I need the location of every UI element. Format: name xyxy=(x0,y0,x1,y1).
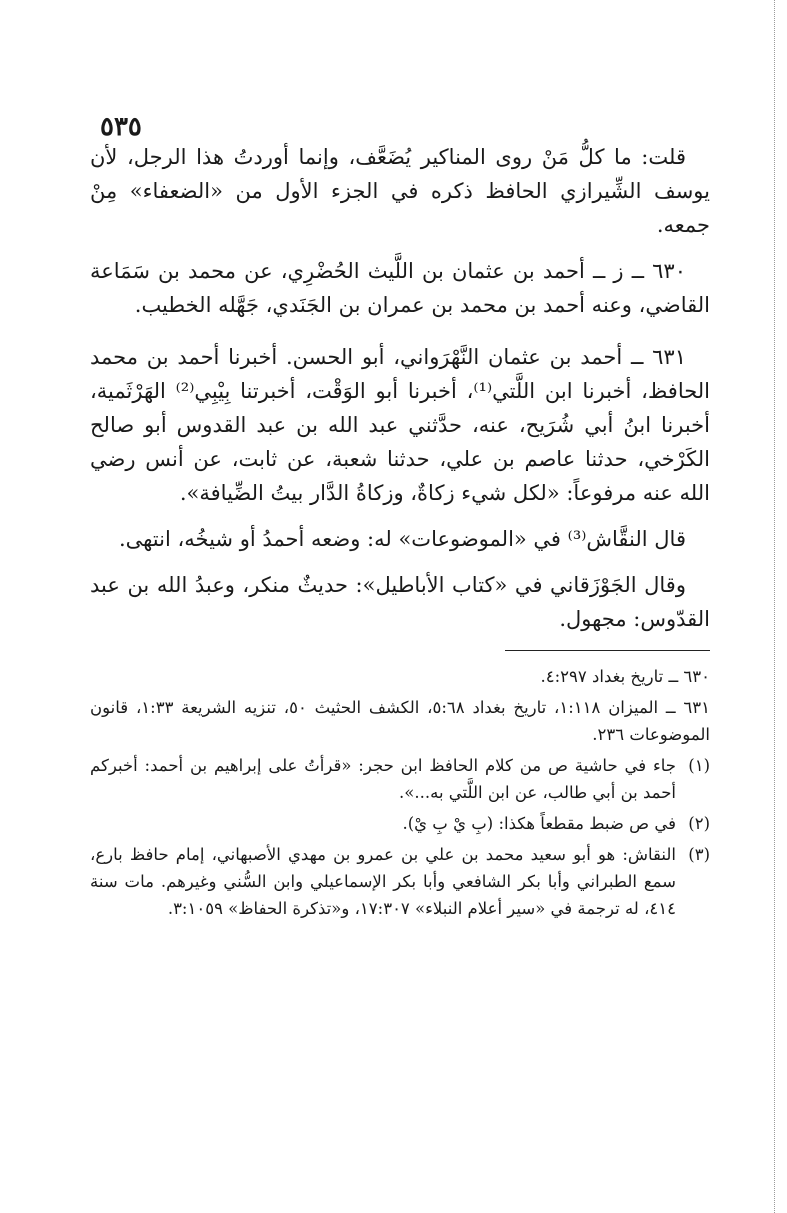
footnote-3 xyxy=(90,841,710,922)
footnote-marker: (٣) xyxy=(688,845,710,864)
entry-630: ٦٣٠ ــ ز ــ أحمد بن عثمان بن اللَّيث الحُضْرِي، عن محمد بن سَمَاعة القاضي، وعنه أحمد بن محمد بن عمران بن الجَنَدي، جَهَّله الخطيب. xyxy=(90,259,710,317)
paragraph-note: قلت: ما كلُّ مَنْ روى المناكير يُضَعَّف، وإنما أوردتُ هذا الرجل، لأن يوسف الشِّيرازي الحافظ ذكره في الجزء الأول من «الضعفاء» مِنْ جمعه. xyxy=(90,145,710,237)
footnotes xyxy=(90,663,710,922)
footnote-separator xyxy=(505,650,710,651)
page-body xyxy=(90,140,710,926)
footnote-text: جاء في حاشية ص من كلام الحافظ ابن حجر: «قرأتُ على إبراهيم بن أحمد: أخبركم أحمد بن أبي طالب، عن ابن اللَّتي به...». xyxy=(90,756,676,802)
paragraph-jawzaqani: وقال الجَوْزَقاني في «كتاب الأباطيل»: حديثٌ منكر، وعبدُ الله بن عبد القدّوس: مجهول. xyxy=(90,573,710,631)
footnote-marker: (١) xyxy=(688,756,710,775)
footnote-text: في ص ضبط مقطعاً هكذا: (بِ يْ بِ يْ). xyxy=(402,814,676,833)
footnote-2 xyxy=(90,810,710,837)
footnote-text: النقاش: هو أبو سعيد محمد بن علي بن عمرو بن مهدي الأصبهاني، إمام حافظ بارع، سمع الطبراني وأبا بكر الشافعي وأبا بكر الإسماعيلي وابن السُّني وغيرهم. مات سنة ٤١٤، له ترجمة في «سير أعلام النبلاء» ١٧:٣٠٧، و«تذكرة الحفاظ» ٣:١٠٥٩. xyxy=(90,845,676,918)
footnote-1 xyxy=(90,752,710,806)
page-number: ٥٣٥ xyxy=(100,112,142,142)
footnote-marker: (٢) xyxy=(688,814,710,833)
paragraph-naqqash: قال النقَّاش⁽³⁾ في «الموضوعات» له: وضعه أحمدُ أو شيخُه، انتهى. xyxy=(118,527,686,551)
footnote-ref-631: ٦٣١ ــ الميزان ١:١١٨، تاريخ بغداد ٥:٦٨، الكشف الحثيث ٥٠، تنزيه الشريعة ١:٣٣، قانون الموضوعات ٢٣٦. xyxy=(90,698,710,744)
page-edge-line xyxy=(774,0,775,1213)
entry-631: ٦٣١ ــ أحمد بن عثمان النَّهْرَواني، أبو الحسن. أخبرنا أحمد بن محمد الحافظ، أخبرنا ابن اللَّتي⁽¹⁾، أخبرنا أبو الوَقْت، أخبرتنا بِيْبِي⁽²⁾ الهَرْثَمية، أخبرنا ابنُ أبي شُرَيح، عنه، حدَّثني عبد الله بن عبد القدوس أبو صالح الكَرْخي، حدثنا عاصم بن علي، حدثنا شعبة، عن ثابت، عن أنس رضي الله عنه مرفوعاً: «لكل شيء زكاةٌ، وزكاةُ الدَّار بيتُ الضِّيافة». xyxy=(90,345,711,505)
footnote-ref-630: ٦٣٠ ــ تاريخ بغداد ٤:٢٩٧. xyxy=(540,667,710,686)
